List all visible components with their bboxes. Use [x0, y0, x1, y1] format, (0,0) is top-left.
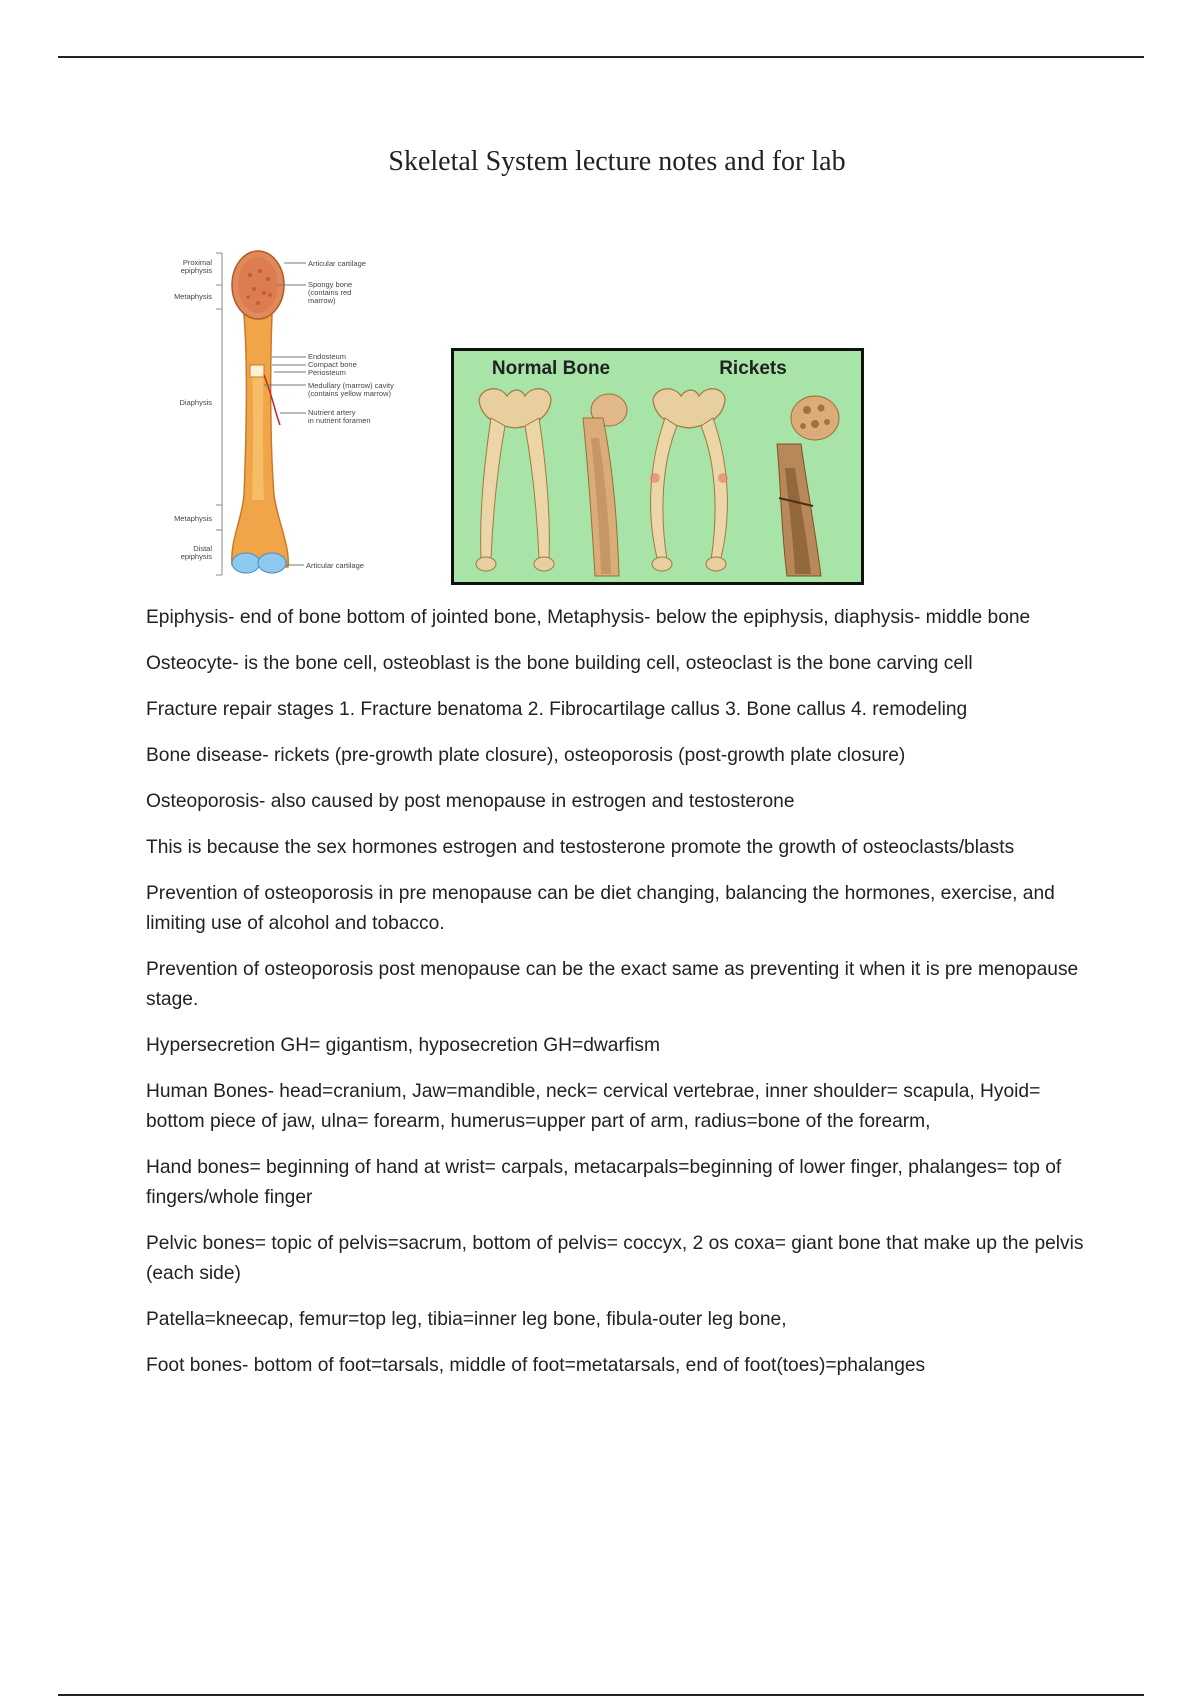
footer-rule — [58, 1694, 1144, 1696]
label-metaphysis-2: Metaphysis — [174, 514, 212, 523]
label-diaphysis: Diaphysis — [179, 398, 212, 407]
label-spongy-bone-2: (contains red — [308, 288, 352, 297]
note-leg-bones: Patella=kneecap, femur=top leg, tibia=inner leg bone, fibula-outer leg bone, — [146, 1309, 787, 1330]
note-sex-hormones: This is because the sex hormones estrogen and testosterone promote the growth of osteoclasts/blasts — [146, 837, 1015, 858]
label-medullary-cavity-2: (contains yellow marrow) — [308, 389, 391, 398]
figures-row — [0, 235, 1200, 595]
notes-body — [146, 603, 1091, 1397]
long-bone-diagram — [160, 245, 420, 585]
label-endosteum: Endosteum — [308, 352, 346, 361]
note-epiphysis: Epiphysis- end of bone bottom of jointed bone, Metaphysis- below the epiphysis, diaphysis- middle bone — [146, 607, 1031, 628]
note-fracture-repair: Fracture repair stages 1. Fracture benatoma 2. Fibrocartilage callus 3. Bone callus 4. remodeling — [146, 699, 968, 720]
note-hand-bones: Hand bones= beginning of hand at wrist= carpals, metacarpals=beginning of lower finger, phalanges= top of fingers/whole finger — [146, 1157, 1062, 1208]
label-nutrient-artery-2: in nutrient foramen — [308, 416, 371, 425]
rickets-comparison-image — [451, 348, 864, 585]
label-articular-cartilage-top: Articular cartilage — [308, 259, 366, 268]
note-bone-disease: Bone disease- rickets (pre-growth plate closure), osteoporosis (post-growth plate closure) — [146, 745, 906, 766]
label-spongy-bone: Spongy bone — [308, 280, 353, 289]
label-proximal: Proximal — [182, 258, 212, 267]
note-foot-bones: Foot bones- bottom of foot=tarsals, middle of foot=metatarsals, end of foot(toes)=phalanges — [146, 1355, 926, 1376]
label-articular-cartilage-bottom: Articular cartilage — [306, 561, 364, 570]
page-title: Skeletal System lecture notes and for lab — [388, 146, 846, 177]
note-human-bones: Human Bones- head=cranium, Jaw=mandible, neck= cervical vertebrae, inner shoulder= scapula, Hyoid= bottom piece of jaw, ulna= forearm, humerus=upper part of arm, radius=bone of the forearm, — [146, 1081, 1041, 1132]
label-distal: Distal — [193, 544, 212, 553]
label-normal-bone: Normal Bone — [491, 358, 611, 379]
header-rule — [58, 56, 1144, 58]
label-medullary-cavity: Medullary (marrow) cavity — [308, 381, 394, 390]
note-pelvic-bones: Pelvic bones= topic of pelvis=sacrum, bottom of pelvis= coccyx, 2 os coxa= giant bone that make up the pelvis (each side) — [146, 1233, 1084, 1284]
note-growth-hormone: Hypersecretion GH= gigantism, hyposecretion GH=dwarfism — [146, 1035, 661, 1056]
label-nutrient-artery: Nutrient artery — [308, 408, 356, 417]
label-compact-bone: Compact bone — [308, 360, 357, 369]
label-epiphysis-2: epiphysis — [180, 552, 212, 561]
label-periosteum: Periosteum — [308, 368, 346, 377]
label-rickets: Rickets — [719, 358, 787, 379]
note-prevention-post: Prevention of osteoporosis post menopause can be the exact same as preventing it when it is pre menopause stage. — [146, 959, 1079, 1010]
note-prevention-pre: Prevention of osteoporosis in pre menopause can be diet changing, balancing the hormones, exercise, and limiting use of alcohol and tobacco. — [146, 883, 1055, 934]
label-metaphysis-1: Metaphysis — [174, 292, 212, 301]
note-osteoporosis-cause: Osteoporosis- also caused by post menopause in estrogen and testosterone — [146, 791, 795, 812]
label-spongy-bone-3: marrow) — [308, 296, 336, 305]
note-osteocyte: Osteocyte- is the bone cell, osteoblast is the bone building cell, osteoclast is the bone carving cell — [146, 653, 973, 674]
label-epiphysis-1: epiphysis — [180, 266, 212, 275]
